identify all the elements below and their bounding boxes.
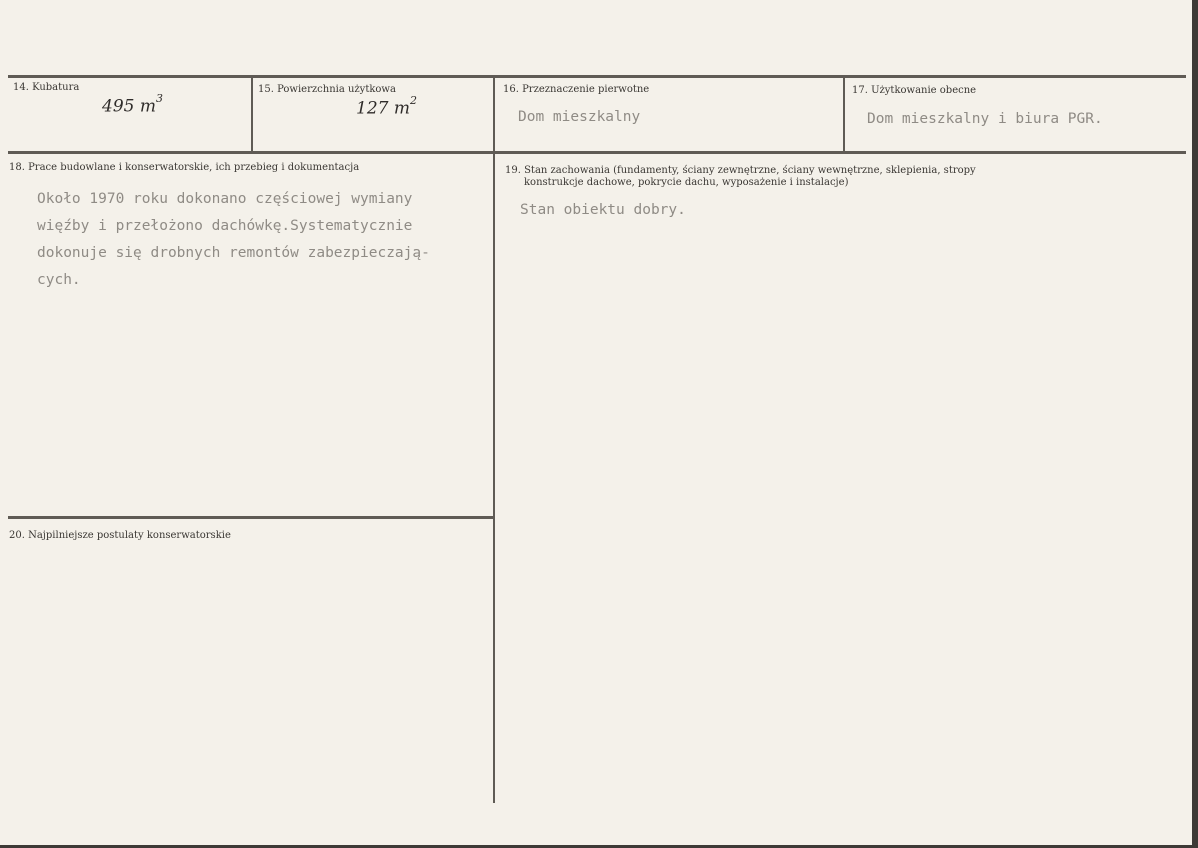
field-18-line-2: więźby i przełożono dachówkę.Systematycznie [37,218,413,234]
field-14-value [102,92,163,117]
divider-14-15 [251,77,253,151]
field-18-label: 18. Prace budowlane i konserwatorskie, ich przebieg i dokumentacja [9,162,360,173]
field-16-value: Dom mieszkalny [518,109,641,125]
field-15-value [356,94,417,119]
field-17-label: 17. Użytkowanie obecne [852,85,977,96]
field-16-label: 16. Przeznaczenie pierwotne [503,84,650,95]
field-20-label: 20. Najpilniejsze postulaty konserwatorskie [9,530,231,541]
field-14-unit-exponent: 3 [155,92,163,105]
divider-16-17 [843,77,845,151]
second-row-rule [8,151,1186,154]
top-row-rule [8,75,1186,78]
field-17-value: Dom mieszkalny i biura PGR. [867,111,1103,127]
field-15-value-text: 127 m [356,98,410,119]
field-19-value: Stan obiektu dobry. [520,202,686,218]
field-19-label-line-1: 19. Stan zachowania (fundamenty, ściany zewnętrzne, ściany wewnętrzne, sklepienia, stropy [505,165,976,176]
field-15-unit-exponent: 2 [409,94,417,107]
field-18-line-1: Około 1970 roku dokonano częściowej wymiany [37,191,413,207]
field-19-label-line-2: konstrukcje dachowe, pokrycie dachu, wyposażenie i instalacje) [524,177,849,188]
field-18-line-3: dokonuje się drobnych remontów zabezpieczają- [37,245,430,261]
section-20-rule [8,516,494,519]
field-14-label: 14. Kubatura [13,82,80,93]
field-14-value-text: 495 m [102,96,156,117]
divider-center [493,77,495,803]
field-18-line-4: cych. [37,272,81,288]
field-15-label: 15. Powierzchnia użytkowa [258,84,396,95]
